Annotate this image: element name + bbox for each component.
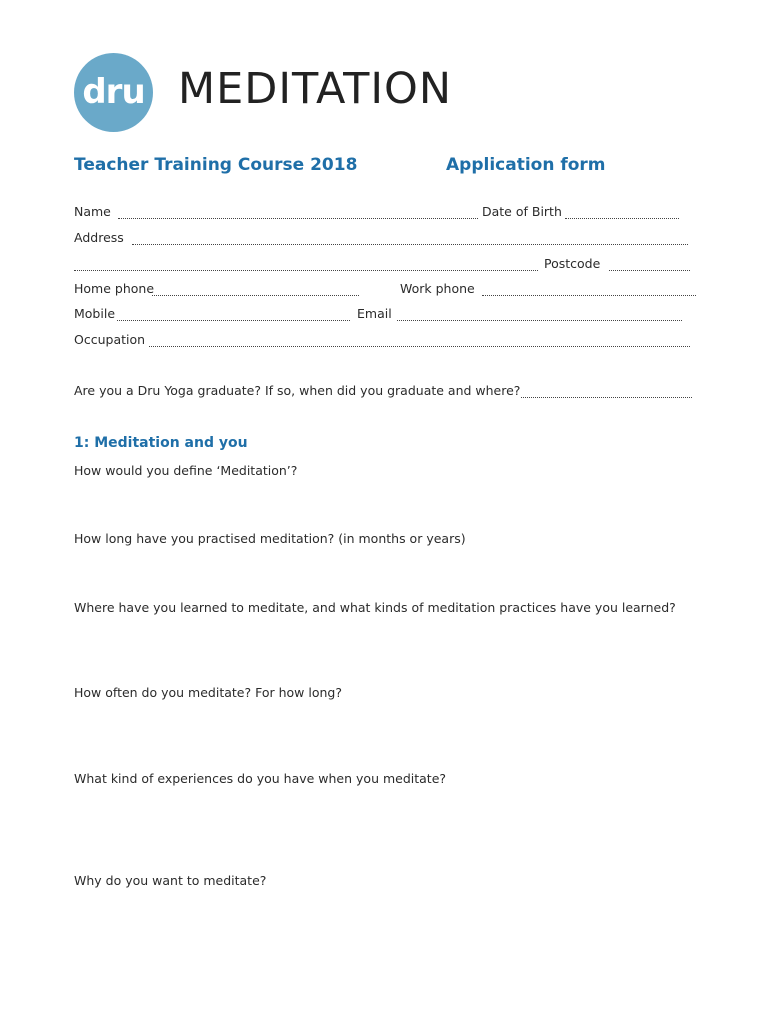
dob-field[interactable] xyxy=(565,207,679,219)
name-label: Name xyxy=(74,204,111,219)
dob-label: Date of Birth xyxy=(482,204,562,219)
question-experiences: What kind of experiences do you have when you meditate? xyxy=(74,771,447,786)
question-how-often: How often do you meditate? For how long? xyxy=(74,685,342,700)
brand-title: MEDITATION xyxy=(178,64,453,114)
postcode-field[interactable] xyxy=(609,259,690,271)
occupation-field[interactable] xyxy=(149,335,690,347)
work-phone-label: Work phone xyxy=(400,281,475,296)
graduate-field[interactable] xyxy=(521,386,692,398)
email-field[interactable] xyxy=(397,309,682,321)
dru-logo xyxy=(74,53,153,132)
graduate-question: Are you a Dru Yoga graduate? If so, when did you graduate and where? xyxy=(74,383,521,398)
section-title: 1: Meditation and you xyxy=(74,435,248,451)
address-label: Address xyxy=(74,230,124,245)
name-field[interactable] xyxy=(118,207,478,219)
mobile-field[interactable] xyxy=(117,309,350,321)
address-field-line1[interactable] xyxy=(132,233,688,245)
work-phone-field[interactable] xyxy=(482,284,696,296)
logo-mark-text: dru xyxy=(82,71,145,112)
mobile-label: Mobile xyxy=(74,306,116,321)
postcode-label: Postcode xyxy=(544,256,601,271)
question-how-long: How long have you practised meditation? (in months or years) xyxy=(74,531,466,546)
question-define-meditation: How would you define ‘Meditation’? xyxy=(74,463,298,478)
address-field-line2[interactable] xyxy=(74,259,538,271)
email-label: Email xyxy=(357,306,392,321)
home-phone-field[interactable] xyxy=(152,284,359,296)
question-where-learned: Where have you learned to meditate, and what kinds of meditation practices have you learned? xyxy=(74,600,676,615)
occupation-label: Occupation xyxy=(74,332,146,347)
question-why-meditate: Why do you want to meditate? xyxy=(74,873,267,888)
form-title: Application form xyxy=(446,155,606,175)
course-title: Teacher Training Course 2018 xyxy=(74,155,358,175)
home-phone-label: Home phone xyxy=(74,281,155,296)
